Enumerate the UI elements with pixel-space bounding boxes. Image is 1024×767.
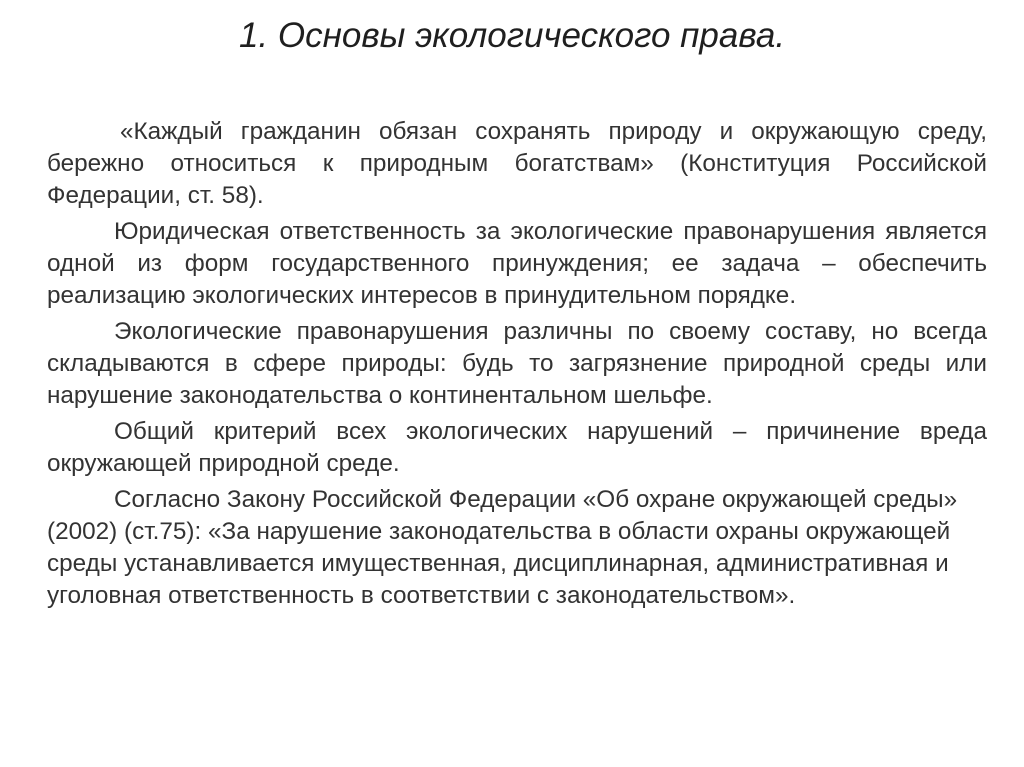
paragraph-common-criterion: Общий критерий всех экологических нарушений – причинение вреда окружающей природной среде. xyxy=(47,418,987,477)
paragraph-federal-law: Согласно Закону Российской Федерации «Об охране окружающей среды» (2002) (ст.75): «За нарушение законодательства в области охраны окружающей среды устанавливается имущественная, дисциплинарная, административная и уголовная ответственность в соответствии с законодательством». xyxy=(47,486,958,609)
slide-title: 1. Основы экологического права. xyxy=(238,16,786,55)
paragraph-constitution-quote: «Каждый гражданин обязан сохранять природу и окружающую среду, бережно относиться к природным богатствам» (Конституция Российской Федерации, ст. 58). xyxy=(47,118,987,209)
paragraph-legal-responsibility: Юридическая ответственность за экологические правонарушения является одной из форм государственного принуждения; ее задача – обеспечить реализацию экологических интересов в принудительном порядке. xyxy=(47,218,987,309)
paragraph-violations-composition: Экологические правонарушения различны по своему составу, но всегда складываются в сфере природы: будь то загрязнение природной среды или нарушение законодательства о континентальном шельфе. xyxy=(47,318,987,409)
slide-body xyxy=(47,116,987,616)
